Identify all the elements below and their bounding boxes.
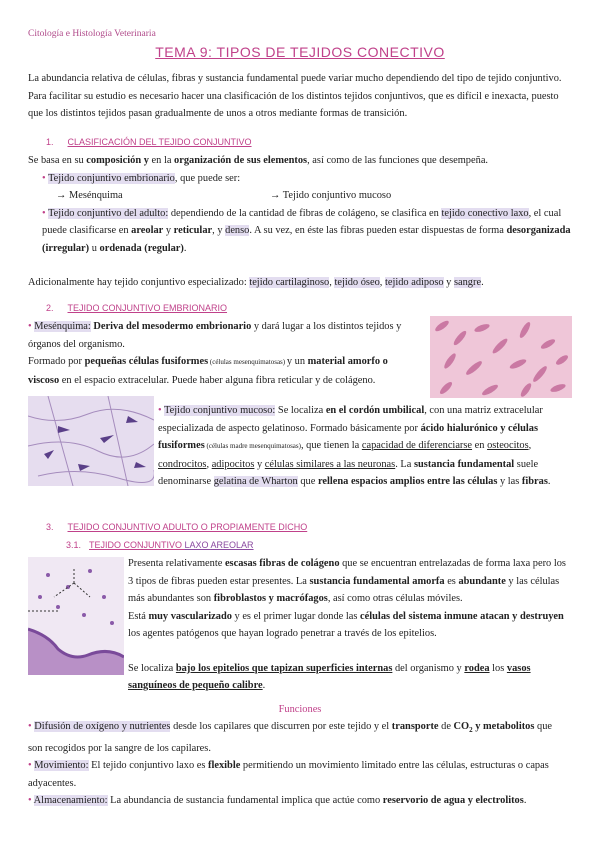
section-2-heading — [46, 303, 227, 313]
intro-paragraph — [28, 70, 576, 123]
s1-arrows: → Mesénquima → Tejido conjuntivo mucoso — [56, 190, 392, 201]
s1-line: puede clasificarse en areolar y reticular, y denso. A su vez, en éste las fibras pueden estar dispuestas de forma desorganizada — [42, 225, 571, 236]
section-title: TEJIDO CONJUNTIVO ADULTO O PROPIAMENTE DICHO — [67, 522, 308, 532]
areolar-tissue-histology-image — [28, 557, 124, 675]
mucous-tissue-paragraph: • Tejido conjuntivo mucoso: Se localiza en el cordón umbilical, con una matriz extracelular especializada de aspecto gelatinoso. Formado básicamente por ácido hialurónico y células fusiformes (células madre mesenquimatosas), que tienen la capacidad de diferenciarse en osteocitos, condrocitos, adipocitos y células similares a las neuronas. La sustancia fundamental suele denominarse gelatina de Wharton que rellena espacios amplios entre las células y las fibras. — [158, 405, 551, 487]
intro-line: que los distintos tejidos pasan gradualmente de unos a otros mediante formas de transición. — [28, 108, 408, 119]
mesenchyme-histology-image — [430, 316, 572, 398]
function-item: • Movimiento: El tejido conjuntivo laxo es flexible permitiendo un movimiento limitado entre las células, estructuras o capas — [28, 760, 549, 772]
page-title: TEMA 9: TIPOS DE TEJIDOS CONECTIVO — [155, 44, 445, 60]
subsection-3-1-heading: 3.1. TEJIDO CONJUNTIVO LAXO AREOLAR — [66, 540, 254, 550]
s1-line: • Tejido conjuntivo embrionario, que puede ser: — [42, 172, 241, 184]
section-3-heading — [46, 522, 307, 532]
mucous-tissue-histology-image — [28, 396, 154, 486]
functions-list: • Difusión de oxígeno y nutrientes desde los capilares que discurren por este tejido y el transporte de $CO_2$ y metabolitos que son recogidos por la sangre de los capilares. • Movimiento: El tejido conjuntivo laxo es flexible permitiendo un movimiento limitado entre las células, estructuras o capas adyacentes. • Almacenamiento: La abundancia de sustancia fundamental implica que actúe como reservorio de agua y electrolitos. — [28, 718, 588, 810]
s1-specialized: Adicionalmente hay tejido conjuntivo especializado: tejido cartilaginoso, tejido óseo, tejido adiposo y sangre. — [28, 277, 484, 288]
areolar-paragraph: Presenta relativamente escasas fibras de colágeno que se encuentran entrelazadas de forma laxa pero los 3 tipos de fibras pueden estar presentes. La sustancia fundamental amorfa es abundante y las células más abundantes son fibroblastos y macrófagos, así como otras células móviles. Está muy vascularizado y es el primer lugar donde las células del sistema inmune atacan y destruyen los agentes patógenos que hayan logrado penetrar a través de los epitelios. Se localiza bajo los epitelios que tapizan superficies internas del organismo y rodea los vasos sanguíneos de pequeño calibre. — [128, 558, 566, 691]
section-title: CLASIFICACIÓN DEL TEJIDO CONJUNTIVO — [67, 137, 252, 147]
function-item: • Almacenamiento: La abundancia de sustancia fundamental implica que actúe como reservorio de agua y electrolitos. — [28, 795, 527, 807]
section-number: 2. — [46, 303, 54, 313]
section-1-heading — [46, 137, 252, 147]
section-1-body — [28, 152, 588, 292]
intro-line: Para facilitar su estudio es necesario hacer una clasificación de los distintos tejidos conjuntivos, que es difícil e inexacta, puesto — [28, 90, 559, 102]
functions-heading: Funciones — [278, 704, 322, 715]
s1-line: • Tejido conjuntivo del adulto: dependiendo de la cantidad de fibras de colágeno, se clasifica en tejido conectivo laxo, el cual — [42, 207, 562, 219]
mesenquima-paragraph: • Mesénquima: Deriva del mesodermo embrionario y dará lugar a los distintos tejidos y órganos del organismo. Formado por pequeñas células fusiformes (células mesenquimatosas) y un material amorfo o viscoso en el espacio extracelular. Puede haber alguna fibra reticular y de colágeno. — [28, 321, 402, 386]
section-number: 1. — [46, 137, 54, 147]
s1-line: (irregular) u ordenada (regular). — [42, 242, 187, 254]
document-header: Citología e Histología Veterinaria — [28, 29, 156, 39]
section-title: TEJIDO CONJUNTIVO EMBRIONARIO — [67, 303, 228, 313]
function-item: • Difusión de oxígeno y nutrientes desde los capilares que discurren por este tejido y el transporte de $CO_2$ y metabolitos que — [28, 721, 553, 735]
s1-line: Se basa en su composición y en la organización de sus elementos, así como de las funciones que desempeña. — [28, 155, 489, 166]
intro-line: La abundancia relativa de células, fibras y sustancia fundamental puede variar mucho dependiendo del tipo de tejido conjuntivo. — [28, 73, 562, 84]
section-number: 3. — [46, 522, 54, 532]
